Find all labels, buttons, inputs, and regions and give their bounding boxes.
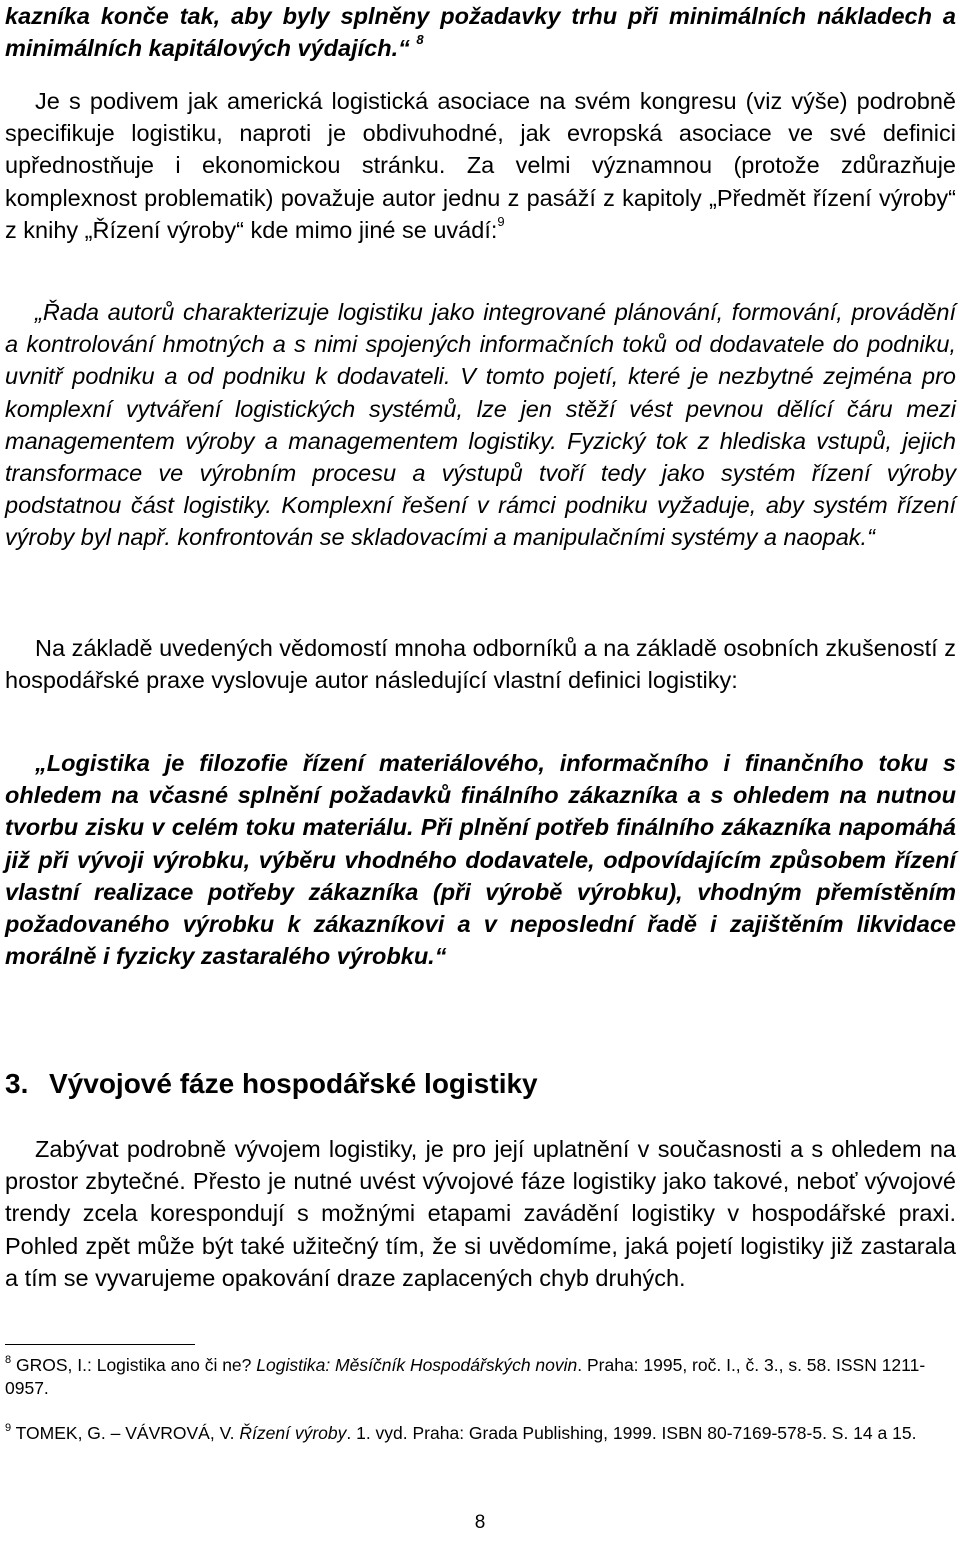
footnote-number: 8 (5, 1354, 12, 1366)
source-intro-text: Za velmi významnou (protože zdůrazňuje komplexnost problematik) považuje autor jednu z pasáží z kapitoly „Předmět řízení výroby“ z knihy „Řízení výroby“ kde mimo jiné se uvádí: (5, 152, 957, 243)
footnote-ref-9: 9 (497, 213, 505, 229)
footnote-ref-8: 8 (416, 32, 424, 48)
section-heading (5, 1068, 538, 1100)
footnote-text: TOMEK, G. – VÁVROVÁ, V. (15, 1423, 240, 1443)
footnote-number: 9 (5, 1422, 12, 1434)
quoted-passage: „Řada autorů charakterizuje logistiku jako integrované plánování, formování, provádění a kontrolování hmotných a s nimi spojených informačních toků od dodavatele do podniku, uvnitř podniku a od podniku k dodavateli. V tomto pojetí, které je nezbytné zejména pro komplexní vytváření logistických systémů, lze jen stěží vést pevnou dělící čáru mezi managementem výroby a managementem logistiky. Fyzický tok z hlediska vstupů, jejich transformace ve výrobním procesu a výstupů tvoří tedy jako systém řízení výroby podstatnou část logistiky. Komplexní řešení v rámci podniku vyžaduje, aby systém řízení výroby byl např. konfrontován se skladovacími a manipulačními systémy a naopak.“ (5, 299, 956, 551)
section-number: 3. (5, 1068, 29, 1099)
footnote-book-title: Řízení výroby (239, 1423, 347, 1443)
continued-definition-paragraph (5, 0, 956, 64)
footnote-text: . Praha: 1995, roč. I., č. 3., s. 58. ISSN 1211-0957. (5, 1355, 926, 1398)
comparison-paragraph (5, 85, 956, 246)
footnote-separator (5, 1344, 195, 1345)
footnote-9 (5, 1422, 956, 1445)
page-number: 8 (474, 1512, 486, 1533)
footnote-8 (5, 1354, 956, 1399)
comparison-text: Je s podivem jak americká logistická asociace na svém kongresu (viz výše) podrobně specifikuje logistiku, naproti je obdivuhodné, jak evropská asociace ve své definici upřednostňuje i ekonomickou stránku. (5, 88, 956, 179)
section-paragraph: Zabývat podrobně vývojem logistiky, je pro její uplatnění v současnosti a s ohledem na prostor zbytečné. Přesto je nutné uvést vývojové fáze logistiky jako takové, neboť vývojové trendy zcela korespondují s možnými etapami zavádění logistiky v hospodářské praxi. Pohled zpět může být také užitečný tím, že si uvědomíme, jaká pojetí logistiky již zastarala a tím se vyvarujeme opakování draze zaplacených chyb druhých. (5, 1136, 956, 1291)
footnote-journal: Logistika: Měsíčník Hospodářských novin (256, 1355, 578, 1375)
footnote-text: . 1. vyd. Praha: Grada Publishing, 1999. ISBN 80-7169-578-5. S. 14 a 15. (346, 1423, 917, 1443)
footnote-text: GROS, I.: Logistika ano či ne? (16, 1355, 257, 1375)
continued-definition-text: kazníka konče tak, aby byly splněny požadavky trhu při minimálních nákladech a minimálních kapitálových výdajích.“ (5, 3, 956, 62)
author-definition: „Logistika je filozofie řízení materiálového, informačního i finančního toku s ohledem na včasné splnění požadavků finálního zákazníka a s ohledem na nutnou tvorbu zisku v celém toku materiálu. Při plnění potřeb finálního zákazníka napomáhá již při vývoji výrobku, výběru vhodného dodavatele, odpovídajícím způsobem řízení vlastní realizace potřeby zákazníka (při výrobě výrobku), vhodným přemístěním požadovaného výrobku k zákazníkovi a v neposlední řadě i zajištěním likvidace morálně i fyzicky zastaralého výrobku.“ (5, 750, 956, 970)
author-definition-intro: Na základě uvedených vědomostí mnoha odborníků a na základě osobních zkušeností z hospodářské praxe vyslovuje autor následující vlastní definici logistiky: (5, 635, 956, 694)
section-title: Vývojové fáze hospodářské logistiky (49, 1068, 538, 1099)
